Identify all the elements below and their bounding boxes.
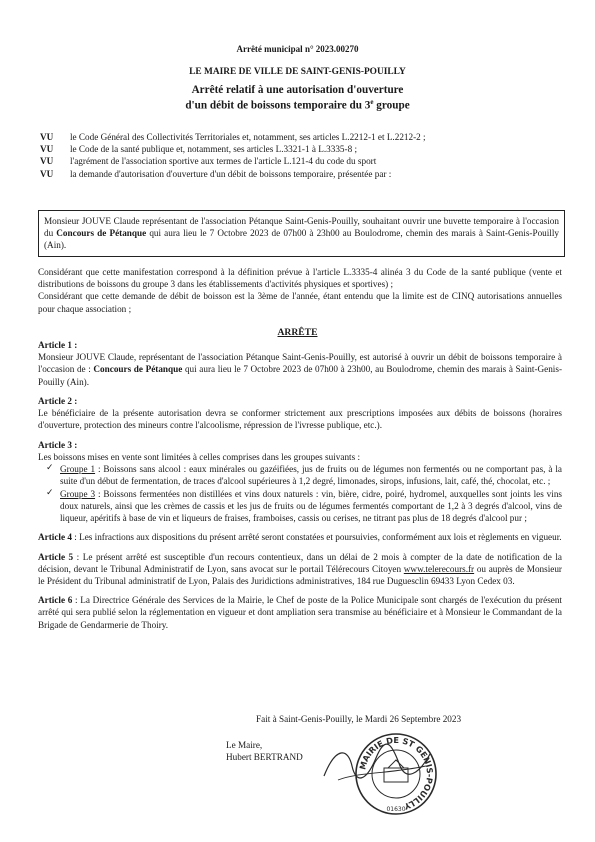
decree-title [0, 83, 595, 113]
title-line-2: d'un débit de boissons temporaire du 3e groupe [185, 97, 410, 112]
svg-text:MAIRIE DE ST GENIS-POUILLY [357, 735, 435, 812]
place-and-date: Fait à Saint-Genis-Pouilly, le Mardi 26 Septembre 2023 [256, 714, 462, 724]
article-1: Article 1 : Monsieur JOUVE Claude, représentant de l'association Pétanque Saint-Genis-Pouilly, est autorisé à ouvrir un débit de boissons temporaire à l'occasion de : Concours de Pétanque qui aura lieu le 7 Octobre 2023 de 07h00 à 23h00, au Boulodrome, chemin des marais à Saint-Genis-Pouilly (Ain). [38, 340, 562, 387]
legal-references [40, 131, 560, 180]
article-2: Article 2 : Le bénéficiaire de la présente autorisation devra se conformer strictement aux prescriptions imposées aux débits de boissons (horaires d'ouverture, protection des mineurs contre l'alcoolisme, répression de l'ivresse publique, etc.). [38, 395, 562, 431]
event-name: Concours de Pétanque [56, 228, 147, 239]
checkmark-icon: ✓ [46, 487, 54, 498]
decree-reference: Arrêté municipal n° 2023.00270 [236, 44, 359, 54]
article-3: Article 3 : Les boissons mises en vente sont limitées à celles comprises dans les groupes suivants : ✓ Groupe 1 : Boissons sans alcool : eaux minérales ou gazéifiées, jus de fruits ou de légumes non fermentés ou ne comportant pas, à la suite d'un début de fermentation, de traces d'alcool supérieures à 1,2 degré, limonades, sirops, infusions, lait, café, thé, chocolat, etc. ; ✓ Groupe 3 : Boissons fermentées non distillées et vins doux naturels : vin, bière, cidre, poiré, hydromel, auxquelles sont joints les vins doux naturels, ainsi que les crèmes de cassis et les jus de fruits ou de légumes fermentés comportant de 1,2 à 3 degrés d'alcool, vins de liqueur, apéritifs à base de vin et liqueurs de fraises, framboises, cassis ou cerises, ne titrant pas plus de 18 degrés d'alcool pur ; [38, 439, 562, 524]
considerants [38, 266, 562, 315]
arrete-heading: ARRÊTE [277, 327, 318, 338]
considerant-2: Considérant que cette demande de débit de boisson est la 3ème de l'année, étant entendu que la limite est de CINQ autorisations annuelles pour chaque association ; [38, 291, 562, 314]
visa-item: VU le Code Général des Collectivités Territoriales et, notamment, ses articles L.2212-1 et L.2212-2 ; [40, 132, 426, 142]
title-line-1: Arrêté relatif à une autorisation d'ouverture [191, 84, 404, 96]
considerant-1: Considérant que cette manifestation correspond à la définition prévue à l'article L.3335-4 alinéa 3 du Code de la santé publique (vente et distributions de boissons du groupe 3 dans les établissements d'activités physiques et sportives) ; [38, 267, 562, 290]
article-6: Article 6 : La Directrice Générale des Services de la Mairie, le Chef de poste de la Police Municipale sont chargés de l'exécution du présent arrêté qui sera publié selon la réglementation en vigueur et dont ampliation sera transmise au bénéficiaire et à Monsieur le Commandant de la Brigade de Gendarmerie de Thoiry. [38, 595, 562, 630]
group-3-item: ✓ Groupe 3 : Boissons fermentées non distillées et vins doux naturels : vin, bière, cidre, poiré, hydromel, auxquelles sont joints les vins doux naturels, ainsi que les crèmes de cassis et les jus de fruits ou de légumes fermentés comportant de 1,2 à 3 degrés d'alcool, vins de liqueur, apéritifs à base de vin et liqueurs de fraises, framboises, cassis ou cerises, ne titrant pas plus de 18 degrés d'alcool pur ; [46, 487, 562, 524]
stamp-postcode: 01630 [386, 806, 406, 813]
signatory-name: Hubert BERTRAND [226, 752, 303, 762]
telerecours-link[interactable]: www.telerecours.fr [403, 563, 475, 574]
visa-item: VU la demande d'autorisation d'ouverture d'un débit de boissons temporaire, présentée par : [40, 168, 392, 179]
mairie-stamp [354, 732, 438, 816]
checkmark-icon: ✓ [46, 463, 54, 474]
article-4: Article 4 : Les infractions aux dispositions du présent arrêté seront constatées et poursuivies, conformément aux lois et règlements en vigueur. [38, 532, 562, 543]
issuing-authority: LE MAIRE DE VILLE DE SAINT-GENIS-POUILLY [189, 67, 406, 77]
articles [38, 339, 562, 631]
signatory-role: Le Maire, [226, 740, 263, 750]
group-1-item: ✓ Groupe 1 : Boissons sans alcool : eaux minérales ou gazéifiées, jus de fruits ou de légumes non fermentés ou ne comportant pas, à la suite d'un début de fermentation, de traces d'alcool supérieures à 1,2 degré, limonades, sirops, infusions, lait, café, thé, chocolat, etc. ; [46, 463, 562, 487]
visa-item: VU le Code de la santé publique et, notamment, ses articles L.3321-1 à L.3335-8 ; [40, 144, 358, 155]
article-5: Article 5 : Le présent arrêté est susceptible d'un recours contentieux, dans un délai de 2 mois à compter de la date de notification de la décision, devant le Tribunal Administratif de Lyon, sans avocat sur le portail Télérecours Citoyen www.telerecours.fr ou auprès de Monsieur le Président du Tribunal administratif de Lyon, Palais des Juridictions administratives, 184 rue Duguesclin 69433 Lyon Cedex 03. [38, 551, 562, 586]
visa-item: VU l'agrément de l'association sportive aux termes de l'article L.121-4 du code du sport [40, 156, 377, 167]
stamp-text: MAIRIE DE ST GENIS-POUILLY [357, 734, 436, 812]
request-box: Monsieur JOUVE Claude représentant de l'association Pétanque Saint-Genis-Pouilly, souhaitant ouvrir une buvette temporaire à l'occasion du Concours de Pétanque qui aura lieu le 7 Octobre 2023 de 07h00 à 23h00 au Boulodrome, chemin des marais à Saint-Genis-Pouilly (Ain). [38, 210, 565, 257]
